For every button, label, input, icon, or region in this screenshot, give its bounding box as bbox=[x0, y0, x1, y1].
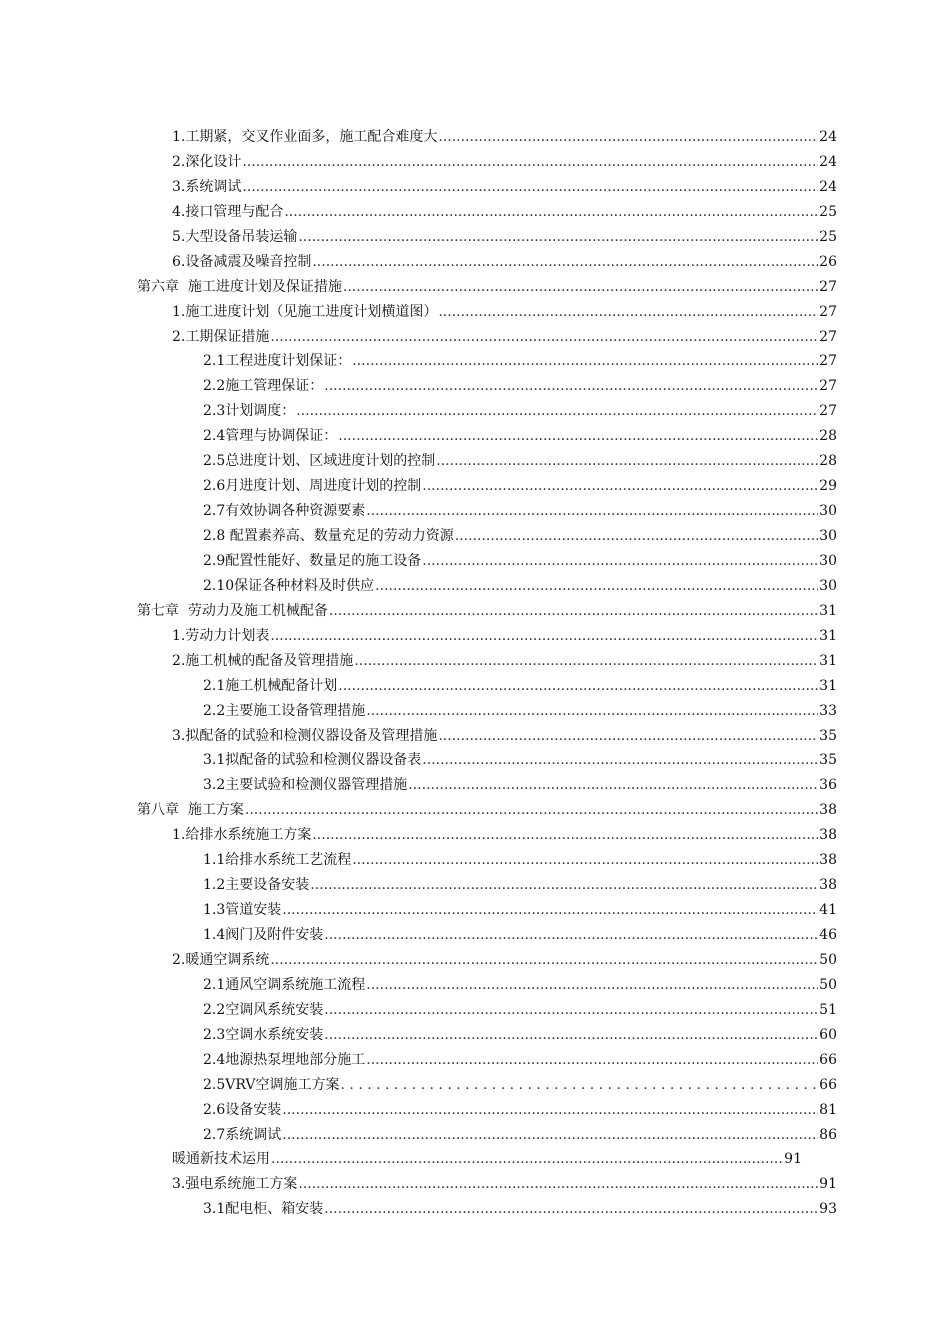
toc-entry-page: 24 bbox=[819, 129, 837, 145]
toc-leader-dots bbox=[324, 1197, 818, 1222]
toc-entry-page: 60 bbox=[819, 1026, 837, 1043]
toc-entry-title: 2.6设备安装 bbox=[203, 1101, 282, 1118]
toc-entry-page: 27 bbox=[819, 278, 837, 295]
toc-entry[interactable] bbox=[0, 474, 950, 499]
toc-entry-page: 27 bbox=[819, 303, 837, 320]
toc-entry-page: 31 bbox=[819, 602, 837, 619]
toc-entry-page: 25 bbox=[819, 228, 837, 245]
toc-entry-page: 86 bbox=[819, 1126, 837, 1143]
toc-entry-page: 28 bbox=[819, 453, 837, 470]
toc-leader-dots bbox=[270, 948, 818, 973]
toc-leader-dots bbox=[282, 1098, 818, 1123]
toc-entry[interactable] bbox=[0, 349, 950, 374]
toc-entry-title: 第六章 施工进度计划及保证措施 bbox=[137, 278, 342, 295]
toc-entry-title: 2.6月进度计划、周进度计划的控制 bbox=[203, 478, 422, 495]
toc-entry-page: 38 bbox=[819, 802, 837, 819]
toc-entry-page: 27 bbox=[819, 403, 837, 420]
toc-leader-dots bbox=[270, 624, 818, 649]
toc-leader-dots bbox=[245, 798, 818, 823]
toc-entry-title: 暖通新技术运用 bbox=[172, 1151, 270, 1168]
toc-entry[interactable] bbox=[0, 424, 950, 449]
toc-entry[interactable] bbox=[0, 325, 950, 350]
toc-entry[interactable] bbox=[0, 574, 950, 599]
toc-entry[interactable] bbox=[0, 948, 950, 973]
toc-entry-page: 91 bbox=[819, 1176, 837, 1193]
toc-entry-page: 26 bbox=[819, 253, 837, 270]
toc-entry-title: 2.5总进度计划、区域进度计划的控制 bbox=[203, 453, 436, 470]
toc-leader-dots bbox=[341, 1073, 819, 1098]
toc-leader-dots bbox=[310, 873, 818, 898]
toc-entry[interactable] bbox=[0, 724, 950, 749]
toc-leader-dots bbox=[455, 524, 818, 549]
toc-entry[interactable] bbox=[0, 250, 950, 275]
toc-entry-page: 30 bbox=[819, 577, 837, 594]
toc-entry-page: 38 bbox=[819, 827, 837, 844]
toc-entry-title: 2.工期保证措施 bbox=[172, 328, 270, 345]
toc-leader-dots bbox=[366, 973, 818, 998]
toc-leader-dots bbox=[352, 848, 818, 873]
toc-leader-dots bbox=[438, 300, 818, 325]
toc-leader-dots bbox=[324, 374, 818, 399]
toc-entry[interactable] bbox=[0, 748, 950, 773]
toc-leader-dots bbox=[242, 150, 818, 175]
toc-leader-dots bbox=[422, 748, 818, 773]
toc-entry-title: 3.1配电柜、箱安装 bbox=[203, 1201, 324, 1218]
toc-entry-title: 1.工期紧，交叉作业面多，施工配合难度大 bbox=[172, 129, 438, 145]
toc-entry-page: 25 bbox=[819, 203, 837, 220]
toc-entry[interactable] bbox=[0, 300, 950, 325]
toc-entry[interactable] bbox=[0, 674, 950, 699]
toc-leader-dots bbox=[298, 225, 818, 250]
toc-leader-dots bbox=[343, 275, 818, 300]
toc-entry-page: 66 bbox=[819, 1051, 837, 1068]
toc-entry[interactable] bbox=[0, 175, 950, 200]
toc-entry[interactable] bbox=[0, 923, 950, 948]
toc-leader-dots bbox=[366, 699, 818, 724]
toc-entry-title: 1.3管道安装 bbox=[203, 902, 282, 919]
toc-entry[interactable] bbox=[0, 449, 950, 474]
toc-entry-title: 第八章 施工方案 bbox=[137, 802, 244, 819]
toc-entry-title: 4.接口管理与配合 bbox=[172, 203, 284, 220]
toc-entry-title: 2.5VRV空调施工方案 bbox=[203, 1076, 340, 1093]
toc-leader-dots bbox=[338, 674, 818, 699]
toc-leader-dots bbox=[284, 200, 818, 225]
toc-entry-page: 35 bbox=[819, 752, 837, 769]
toc-entry-page: 30 bbox=[819, 552, 837, 569]
toc-entry[interactable] bbox=[0, 125, 950, 150]
toc-leader-dots bbox=[354, 649, 818, 674]
toc-entry[interactable] bbox=[0, 275, 950, 300]
toc-leader-dots bbox=[436, 449, 818, 474]
toc-entry[interactable] bbox=[0, 225, 950, 250]
toc-entry-page: 36 bbox=[819, 777, 837, 794]
toc-entry-title: 2.2施工管理保证： bbox=[203, 378, 324, 395]
toc-entry[interactable] bbox=[0, 499, 950, 524]
toc-entry-page: 31 bbox=[819, 652, 837, 669]
toc-entry-title: 3.系统调试 bbox=[172, 178, 242, 195]
toc-entry-page: 24 bbox=[819, 153, 837, 170]
toc-entry[interactable] bbox=[0, 649, 950, 674]
toc-entry-title: 2.暖通空调系统 bbox=[172, 951, 270, 968]
toc-entry-title: 1.劳动力计划表 bbox=[172, 627, 270, 644]
toc-entry[interactable] bbox=[0, 823, 950, 848]
toc-entry-page: 81 bbox=[819, 1101, 837, 1118]
toc-entry-title: 2.9配置性能好、数量足的施工设备 bbox=[203, 552, 422, 569]
toc-leader-dots bbox=[296, 399, 818, 424]
toc-entry-page: 33 bbox=[819, 702, 837, 719]
toc-leader-dots bbox=[282, 1123, 818, 1148]
toc-entry[interactable] bbox=[0, 624, 950, 649]
toc-leader-dots bbox=[324, 998, 818, 1023]
toc-entry[interactable] bbox=[0, 1023, 950, 1048]
toc-entry-page: 30 bbox=[819, 503, 837, 520]
toc-entry-page: 35 bbox=[819, 727, 837, 744]
toc-leader-dots bbox=[329, 599, 818, 624]
toc-entry-page: 31 bbox=[819, 627, 837, 644]
toc-entry-page: 31 bbox=[819, 677, 837, 694]
toc-entry-title: 3.2主要试验和检测仪器管理措施 bbox=[203, 777, 408, 794]
toc-entry[interactable] bbox=[0, 1048, 950, 1073]
toc-entry-page: 27 bbox=[819, 353, 837, 370]
table-of-contents bbox=[0, 125, 950, 1222]
toc-entry-title: 2.8 配置素养高、数量充足的劳动力资源 bbox=[203, 528, 454, 544]
toc-entry-page: 24 bbox=[819, 178, 837, 195]
toc-entry[interactable] bbox=[0, 599, 950, 624]
toc-entry-title: 1.给排水系统施工方案 bbox=[172, 827, 312, 844]
toc-leader-dots bbox=[324, 923, 818, 948]
toc-entry-title: 2.施工机械的配备及管理措施 bbox=[172, 652, 354, 669]
toc-leader-dots bbox=[408, 773, 818, 798]
toc-leader-dots bbox=[366, 1048, 818, 1073]
toc-entry-page: 51 bbox=[819, 1001, 837, 1018]
toc-entry[interactable] bbox=[0, 973, 950, 998]
toc-entry-title: 1.2主要设备安装 bbox=[203, 877, 310, 894]
toc-entry-title: 3.拟配备的试验和检测仪器设备及管理措施 bbox=[172, 727, 438, 744]
toc-entry-page: 93 bbox=[819, 1201, 837, 1218]
toc-entry-title: 2.1工程进度计划保证： bbox=[203, 353, 352, 370]
toc-entry[interactable] bbox=[0, 1073, 950, 1098]
toc-entry-title: 2.7有效协调各种资源要素 bbox=[203, 503, 366, 520]
toc-entry-page: 38 bbox=[819, 852, 837, 869]
toc-leader-dots bbox=[352, 349, 818, 374]
toc-entry-title: 1.1给排水系统工艺流程 bbox=[203, 852, 352, 869]
toc-entry[interactable] bbox=[0, 374, 950, 399]
toc-entry-title: 3.1拟配备的试验和检测仪器设备表 bbox=[203, 752, 422, 769]
toc-entry[interactable] bbox=[0, 898, 950, 923]
toc-leader-dots bbox=[324, 1023, 818, 1048]
toc-entry-title: 2.深化设计 bbox=[172, 153, 242, 170]
toc-entry-title: 2.1施工机械配备计划 bbox=[203, 677, 338, 694]
toc-entry[interactable] bbox=[0, 1172, 950, 1197]
toc-entry[interactable] bbox=[0, 549, 950, 574]
toc-entry[interactable] bbox=[0, 200, 950, 225]
toc-leader-dots bbox=[375, 574, 818, 599]
toc-entry[interactable] bbox=[0, 998, 950, 1023]
toc-leader-dots bbox=[312, 250, 818, 275]
toc-entry-title: 5.大型设备吊装运输 bbox=[172, 228, 298, 245]
toc-entry[interactable] bbox=[0, 1098, 950, 1123]
toc-entry-page: 46 bbox=[819, 927, 837, 943]
toc-entry[interactable] bbox=[0, 1147, 950, 1172]
toc-entry-title: 6.设备减震及噪音控制 bbox=[172, 253, 312, 270]
toc-leader-dots bbox=[298, 1172, 818, 1197]
toc-leader-dots bbox=[338, 424, 818, 449]
toc-entry-title: 2.3计划调度： bbox=[203, 403, 296, 420]
toc-leader-dots bbox=[242, 175, 818, 200]
toc-leader-dots bbox=[270, 325, 818, 350]
toc-entry-page: 41 bbox=[819, 902, 837, 919]
toc-entry-page: 66 bbox=[819, 1076, 837, 1093]
toc-entry-page: 28 bbox=[819, 428, 837, 445]
toc-entry-title: 第七章 劳动力及施工机械配备 bbox=[137, 602, 328, 619]
toc-entry-title: 2.4管理与协调保证： bbox=[203, 428, 338, 445]
toc-entry[interactable] bbox=[0, 399, 950, 424]
toc-entry-page: 29 bbox=[819, 478, 837, 495]
toc-entry-page: 27 bbox=[819, 328, 837, 345]
toc-entry-title: 1.4阀门及附件安装 bbox=[203, 927, 324, 943]
toc-entry-page: 91 bbox=[784, 1151, 802, 1168]
toc-entry[interactable] bbox=[0, 798, 950, 823]
toc-leader-dots bbox=[312, 823, 818, 848]
toc-leader-dots bbox=[438, 125, 818, 150]
toc-leader-dots bbox=[271, 1147, 783, 1172]
toc-entry-title: 2.7系统调试 bbox=[203, 1126, 282, 1143]
toc-entry[interactable] bbox=[0, 848, 950, 873]
toc-entry-title: 2.1通风空调系统施工流程 bbox=[203, 976, 366, 993]
toc-entry-title: 2.2空调风系统安装 bbox=[203, 1001, 324, 1018]
toc-entry-page: 27 bbox=[819, 378, 837, 395]
toc-entry[interactable] bbox=[0, 524, 950, 549]
toc-entry[interactable] bbox=[0, 150, 950, 175]
toc-entry-title: 2.2主要施工设备管理措施 bbox=[203, 702, 366, 719]
toc-entry-page: 50 bbox=[819, 976, 837, 993]
toc-entry-page: 30 bbox=[819, 528, 837, 544]
toc-entry-title: 3.强电系统施工方案 bbox=[172, 1176, 298, 1193]
toc-entry[interactable] bbox=[0, 1123, 950, 1148]
toc-entry-title: 2.10保证各种材料及时供应 bbox=[203, 577, 375, 594]
toc-entry-page: 38 bbox=[819, 877, 837, 894]
toc-entry[interactable] bbox=[0, 773, 950, 798]
toc-leader-dots bbox=[282, 898, 818, 923]
toc-entry-page: 50 bbox=[819, 951, 837, 968]
toc-leader-dots bbox=[422, 549, 818, 574]
toc-entry-title: 1.施工进度计划（见施工进度计划横道图） bbox=[172, 303, 438, 320]
toc-entry[interactable] bbox=[0, 699, 950, 724]
toc-leader-dots bbox=[438, 724, 818, 749]
toc-leader-dots bbox=[366, 499, 818, 524]
toc-leader-dots bbox=[422, 474, 818, 499]
toc-entry[interactable] bbox=[0, 873, 950, 898]
toc-entry-title: 2.4地源热泵埋地部分施工 bbox=[203, 1051, 366, 1068]
toc-entry[interactable] bbox=[0, 1197, 950, 1222]
toc-entry-title: 2.3空调水系统安装 bbox=[203, 1026, 324, 1043]
